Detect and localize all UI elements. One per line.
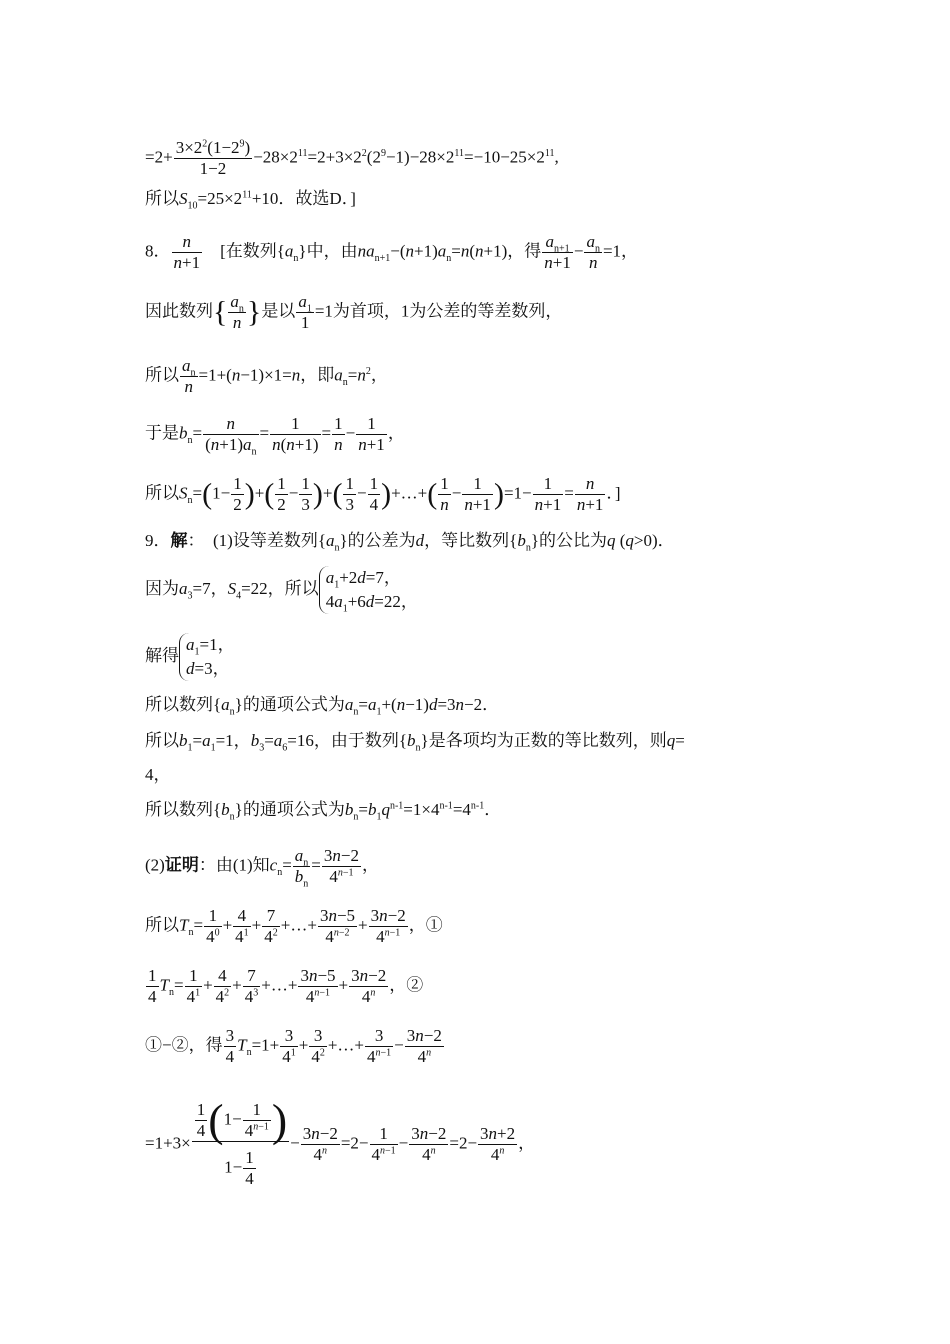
line-9: 因为$a_3=7$，$S_4=22$，所以$a_1+2d=7$， $4a_1+6d=22$， (145, 568, 418, 615)
line-2: 所以$S_{10}=25\times 2^{11}+10$．故选D．] (145, 189, 356, 212)
line-12: 所以$b_1=a_1=1$，$b_3=a_6=16$，由于数列$\{b_n\}$是各项均为正数的等比数列，则q= (145, 731, 685, 754)
line-15: (2)证明：由(1)知$c_n=$ $\frac{a_n}{b_n}$ = $\frac{3n-2}{4^{n-1}}$ ， (145, 846, 379, 890)
line-13: 4， (145, 765, 171, 784)
line-1: =2+ $\frac{3\times 2^2(1-2^9)}{1-2}$ $-28\times 2^{11}=2+3\times 2^2(2^9-1)-28\times 2^{11}=-10-25\times 2^{11}$, (145, 138, 559, 178)
line-10: 解得$a_1=1$， d=3， (145, 633, 235, 681)
line-8: 9．解： (1)设等差数列$\{a_n\}$的公差为d，等比数列$\{b_n\}$的公比为q (q>0)． (145, 531, 675, 554)
line-18: ①−②，得 $\frac{3}{4}$ $T_n=1+$ $\frac{3}{4^1}$ + $\frac{3}{4^2}$ +…+ $\frac{3}{4^{n-1}}$ − $\frac{3n-2}{4^n}$ (145, 1026, 442, 1066)
line-4: 因此数列{ $\frac{a_n}{n}$ }是以 $\frac{a_1}{1}$ =1为首项，1为公差的等差数列， (145, 292, 563, 332)
line-11: 所以数列$\{a_n\}$的通项公式为$a_n=a_1+(n-1)d=3n-2$． (145, 695, 500, 718)
line-17: $\frac{1}{4}$ $T_n=$ $\frac{1}{4^1}$ + $\frac{4}{4^2}$ + $\frac{7}{4^3}$ +…+ $\frac{3n-5}{4^{n-1}}$ + $\frac{3n-2}{4^n}$ ，② (148, 966, 424, 1006)
line-3: 8． $\frac{n}{n+1}$ [在数列$\{a_n\}$中，由$na_{n+1}-(n+1)a_n=n(n+1)$，得 $\frac{a_{n+1}}{n+1}$ − $\frac{a_n}{n}$ =1， (145, 232, 639, 272)
line-16: 所以$T_n=$ $\frac{1}{4^0}$ + $\frac{4}{4^1}$ + $\frac{7}{4^2}$ +…+ $\frac{3n-5}{4^{n-2}}$ + $\frac{3n-2}{4^{n-1}}$ ，① (145, 906, 443, 946)
line-14: 所以数列$\{b_n\}$的通项公式为$b_n=b_1q^{n-1}=1\times 4^{n-1}=4^{n-1}$． (145, 800, 502, 823)
line-19: =1+3× $\frac{1}{4}$ (1− $\frac{1}{4^{n-1}}$ ) 1− $\frac{1}{4}$ − $\frac{3n-2}{4^n}$ =2− $\frac{1}{4^{n-1}}$ − $\frac{3n-2}{4^n}$ =2− $\frac{3n+2}{4^n}$ ， (145, 1094, 536, 1188)
line-5: 所以 $\frac{a_n}{n}$ =1+(n−1)×1=n，即$a_n=n^2$， (145, 356, 388, 396)
line-7: 所以$S_n=(1-$ $\frac{1}{2}$ )+( $\frac{1}{2}$ − $\frac{1}{3}$ )+( $\frac{1}{3}$ − $\frac{1}{4}$ )+…+( $\frac{1}{n}$ − $\frac{1}{n+1}$ )=1− $\frac{1}{n+1}$ = $\frac{n}{n+1}$ ．] (145, 474, 621, 514)
line-6: 于是$b_n=$ $\frac{n}{(n+1)a_n}$ = $\frac{1}{n(n+1)}$ = $\frac{1}{n}$ − $\frac{1}{n+1}$ ， (145, 414, 405, 458)
